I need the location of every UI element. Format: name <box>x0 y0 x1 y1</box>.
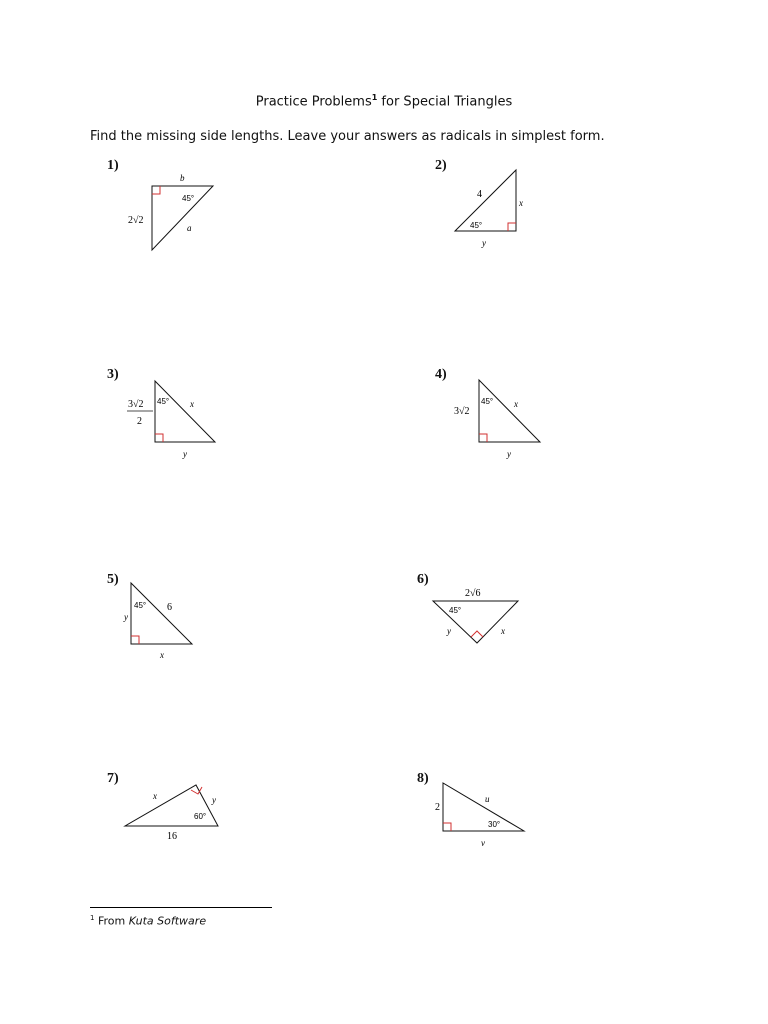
triangle-8 <box>443 783 524 831</box>
problem-number-8: 8) <box>417 771 429 786</box>
label-4-hyp: x <box>514 399 518 409</box>
footnote-ref: 1 <box>90 914 95 922</box>
label-5-bottom: x <box>160 650 164 660</box>
label-2-angle: 45° <box>470 221 483 230</box>
triangle-5 <box>131 583 192 644</box>
title-suffix: for Special Triangles <box>377 94 513 110</box>
right-angle-marker-1 <box>152 186 160 194</box>
footnote-divider <box>90 907 272 908</box>
right-angle-marker-5 <box>131 636 139 644</box>
label-5-hyp: 6 <box>167 602 172 613</box>
label-2-bottom: y <box>482 238 486 248</box>
label-7-angle: 60° <box>194 812 207 821</box>
footnote <box>90 914 206 928</box>
title-text: Practice Problems <box>255 94 372 110</box>
label-8-hyp: u <box>485 794 490 804</box>
label-8-angle: 30° <box>488 820 501 829</box>
triangle-2 <box>455 170 516 231</box>
label-3-angle: 45° <box>157 397 170 406</box>
label-1-left: 2√2 <box>128 215 144 226</box>
triangle-3 <box>155 381 215 442</box>
label-1-hyp: a <box>187 223 192 233</box>
label-6-left: y <box>447 626 451 636</box>
footnote-prefix: From <box>94 914 129 928</box>
label-6-right: x <box>501 626 505 636</box>
instructions: Find the missing side lengths. Leave your answers as radicals in simplest form. <box>90 129 605 144</box>
label-4-angle: 45° <box>481 397 494 406</box>
label-8-bottom: v <box>481 838 485 848</box>
triangle-6 <box>433 601 518 643</box>
label-7-right: y <box>212 795 216 805</box>
label-2-hyp: 4 <box>477 189 482 200</box>
problem-number-4: 4) <box>435 367 447 382</box>
label-8-left: 2 <box>435 802 440 813</box>
label-3-left-numerator: 3√2 <box>128 399 144 410</box>
problem-number-6: 6) <box>417 572 429 587</box>
label-2-right: x <box>519 198 523 208</box>
label-4-left: 3√2 <box>454 406 470 417</box>
problem-number-1: 1) <box>107 158 119 173</box>
triangle-4 <box>479 380 540 442</box>
problem-number-2: 2) <box>435 158 447 173</box>
label-7-hyp: x <box>153 791 157 801</box>
label-3-hyp: x <box>190 399 194 409</box>
problem-number-5: 5) <box>107 572 119 587</box>
label-6-angle: 45° <box>449 606 462 615</box>
right-angle-marker-2 <box>508 223 516 231</box>
label-1-top: b <box>180 173 185 183</box>
label-3-bottom: y <box>183 449 187 459</box>
label-1-angle: 45° <box>182 194 195 203</box>
label-3-left-denominator: 2 <box>137 416 142 427</box>
right-angle-marker-6 <box>471 631 483 637</box>
label-6-top: 2√6 <box>465 588 481 599</box>
right-angle-marker-8 <box>443 823 451 831</box>
title-footnote-ref: 1 <box>371 93 378 102</box>
right-angle-marker-4 <box>479 434 487 442</box>
footnote-source: Kuta Software <box>128 914 207 928</box>
problem-number-3: 3) <box>107 367 119 382</box>
right-angle-marker-3 <box>155 434 163 442</box>
label-4-bottom: y <box>507 449 511 459</box>
label-5-angle: 45° <box>134 601 147 610</box>
problem-number-7: 7) <box>107 771 119 786</box>
label-5-left: y <box>124 612 128 622</box>
label-7-bottom: 16 <box>167 831 177 842</box>
